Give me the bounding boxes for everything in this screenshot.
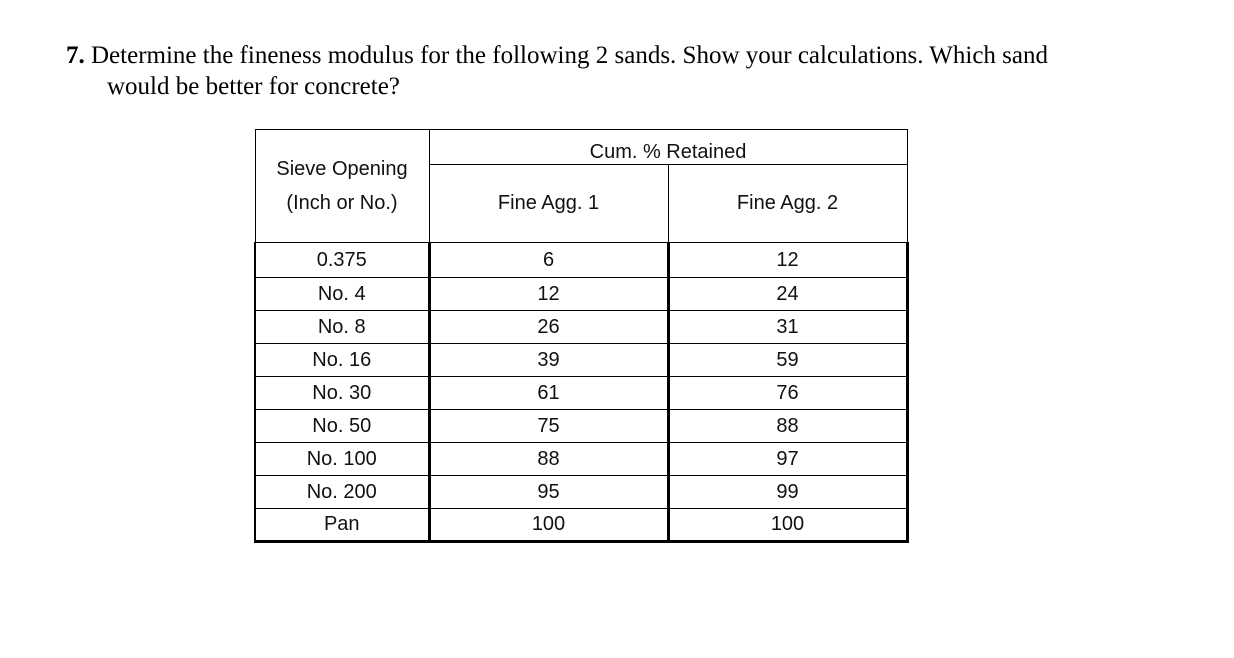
fine-agg-2-cell: 59 [668, 344, 907, 377]
question-text [66, 40, 1186, 102]
fine-agg-1-cell: 26 [429, 311, 668, 344]
table-row [255, 278, 907, 311]
sieve-cell: No. 50 [255, 410, 429, 443]
table-row [255, 476, 907, 509]
header-sieve-line-2: (Inch or No.) [286, 192, 398, 214]
table-row [255, 509, 907, 542]
question-number: 7. [66, 42, 85, 69]
table-body [255, 243, 907, 542]
question-line-2: would be better for concrete? [107, 73, 400, 100]
table-row [255, 344, 907, 377]
header-fine-agg-2: Fine Agg. 2 [668, 165, 907, 243]
fine-agg-1-cell: 39 [429, 344, 668, 377]
table-row [255, 443, 907, 476]
fine-agg-2-cell: 88 [668, 410, 907, 443]
fine-agg-2-cell: 100 [668, 509, 907, 542]
table-row [255, 243, 907, 278]
fine-agg-2-cell: 97 [668, 443, 907, 476]
sieve-cell: No. 16 [255, 344, 429, 377]
fine-agg-1-cell: 88 [429, 443, 668, 476]
fine-agg-1-cell: 61 [429, 377, 668, 410]
header-sieve-opening [255, 130, 429, 243]
fine-agg-2-cell: 24 [668, 278, 907, 311]
fine-agg-1-cell: 12 [429, 278, 668, 311]
fine-agg-2-cell: 99 [668, 476, 907, 509]
header-fine-agg-1: Fine Agg. 1 [429, 165, 668, 243]
header-cum-retained: Cum. % Retained [429, 130, 907, 165]
sieve-cell: No. 30 [255, 377, 429, 410]
fine-agg-1-cell: 6 [429, 243, 668, 278]
sieve-analysis-table [254, 129, 909, 543]
fine-agg-2-cell: 12 [668, 243, 907, 278]
sieve-cell: No. 200 [255, 476, 429, 509]
sieve-cell: 0.375 [255, 243, 429, 278]
table-row [255, 377, 907, 410]
table-row [255, 410, 907, 443]
fine-agg-2-cell: 76 [668, 377, 907, 410]
header-sieve-line-1: Sieve Opening [276, 158, 408, 180]
question-line-1: Determine the fineness modulus for the following 2 sands. Show your calculations. Which sand [84, 42, 1048, 69]
fine-agg-1-cell: 75 [429, 410, 668, 443]
sieve-cell: No. 4 [255, 278, 429, 311]
sieve-cell: No. 8 [255, 311, 429, 344]
table-row [255, 311, 907, 344]
fine-agg-1-cell: 95 [429, 476, 668, 509]
fine-agg-1-cell: 100 [429, 509, 668, 542]
fine-agg-2-cell: 31 [668, 311, 907, 344]
sieve-cell: Pan [255, 509, 429, 542]
sieve-cell: No. 100 [255, 443, 429, 476]
